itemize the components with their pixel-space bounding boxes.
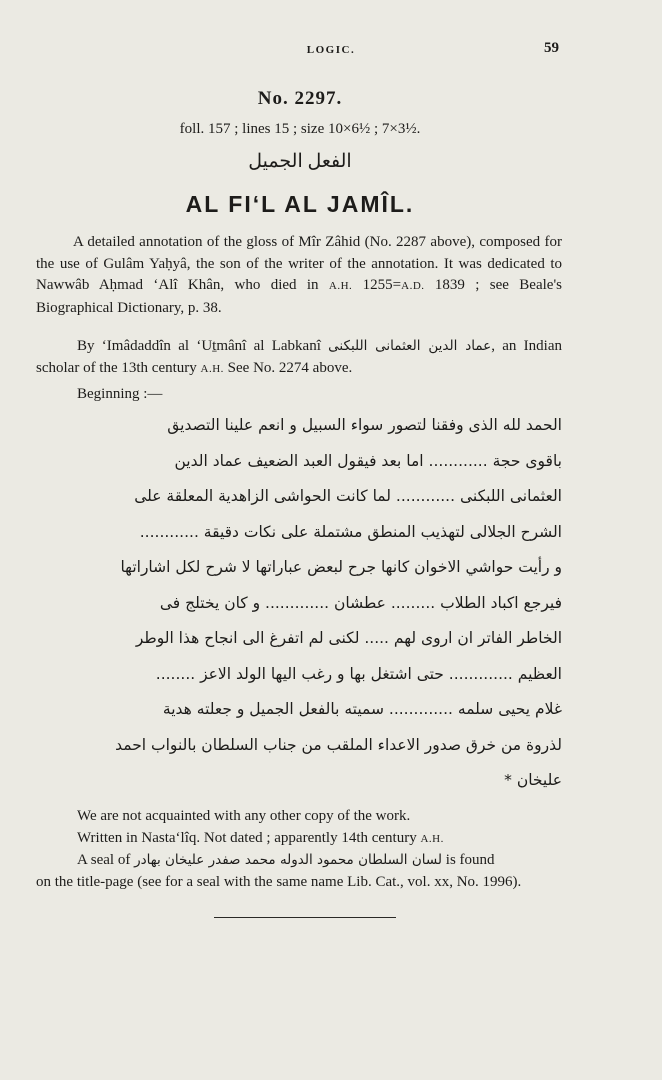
note-text: is found (442, 852, 495, 868)
era-abbrev: A.D. (401, 280, 425, 292)
closing-rule (214, 917, 396, 918)
incipit-line: فيرجع اكباد الطلاب ......... عطشان ............. و كان يختلج فى (159, 593, 562, 612)
author-paragraph (36, 336, 562, 380)
author-text: See No. 2274 above. (223, 359, 353, 376)
note-copy: We are not acquainted with any other copy of the work. (77, 808, 411, 824)
seal-arabic-text: لسان السلطان محمود الدوله محمد صفدر عليخان بهادر (134, 852, 443, 868)
latin-title: AL FI‘L AL JAMÎL. (185, 191, 415, 217)
note-seal (36, 850, 562, 872)
description-text: A detailed annotation of the gloss of Mîr Zâhid (No. 2287 above), composed for the use of Gulâm Yaḥyâ, the son of the writer of the annotation. It was dedicated to Nawwâb Aḥmad ‘Alî Khân, who died in (36, 234, 562, 293)
incipit-line: العثمانى اللبكنى ............ لما كانت الحواشى الزاهدية المعلقة على (134, 487, 562, 505)
incipit-line: و رأيت حواشي الاخوان كانها جرح لبعض عباراتها لا شرح لكل اشاراتها (120, 558, 562, 576)
running-head: LOGIC. (306, 44, 356, 56)
incipit-line: العظيم ............. حتى اشتغل بها و رغب اليها الولد الاعز ........ (155, 664, 562, 683)
description-paragraph (36, 232, 562, 319)
era-abbrev: A.H. (200, 362, 224, 375)
note-text: Written in Nasta‘lîq. Not dated ; apparently 14th century (77, 829, 421, 846)
entry-number: No. 2297. (257, 88, 343, 109)
era-abbrev: A.H. (420, 832, 444, 845)
note-seal-continued: on the title-page (see for a seal with the same name Lib. Cat., vol. xx, No. 1996). (36, 873, 522, 890)
page-number: 59 (544, 40, 559, 56)
note-script (36, 828, 562, 851)
description-text: 1839 ; see Beale's Biographical Dictionary, p. 38. (36, 277, 562, 316)
beginning-label: Beginning :— (77, 386, 163, 402)
incipit-line: باقوى حجة ............ اما بعد فيقول العبد الضعيف عماد الدين (174, 451, 562, 470)
author-text: By ‘Imâdaddîn al ‘Uṯmânî al Labkanî (77, 338, 329, 354)
note-text: A seal of (77, 852, 135, 868)
incipit-line: عليخان * (504, 771, 562, 789)
era-abbrev: A.H. (328, 280, 353, 292)
incipit-line: غلام يحيى سلمه ............. سميته بالفعل الجميل و جعلته هدية (162, 700, 562, 718)
notes-section (36, 806, 562, 893)
arabic-incipit (34, 408, 562, 799)
page-header (0, 40, 662, 60)
incipit-line: لذروة من خرق صدور الاعداء الملقب من جناب السلطان بالنواب احمد (115, 735, 562, 754)
incipit-line: الخاطر الفاتر ان اروى لهم ..... لكنى لم اتفرغ الى انجاح هذا الوطر (135, 629, 562, 647)
arabic-title: الفعل الجميل (248, 151, 352, 172)
description-text: 1255= (352, 277, 402, 293)
author-arabic-name: عماد الدين العثمانى اللبكنى (328, 338, 492, 354)
author-text: , an Indian scholar of the 13th century (36, 338, 562, 376)
manuscript-meta: foll. 157 ; lines 15 ; size 10×6½ ; 7×3½. (179, 121, 421, 137)
incipit-line: الحمد لله الذى وفقنا لتصور سواء السبيل و انعم علينا التصديق (167, 416, 562, 434)
incipit-line: الشرح الجلالى لتهذيب المنطق مشتملة على نكات دقيقة ............ (139, 522, 562, 541)
